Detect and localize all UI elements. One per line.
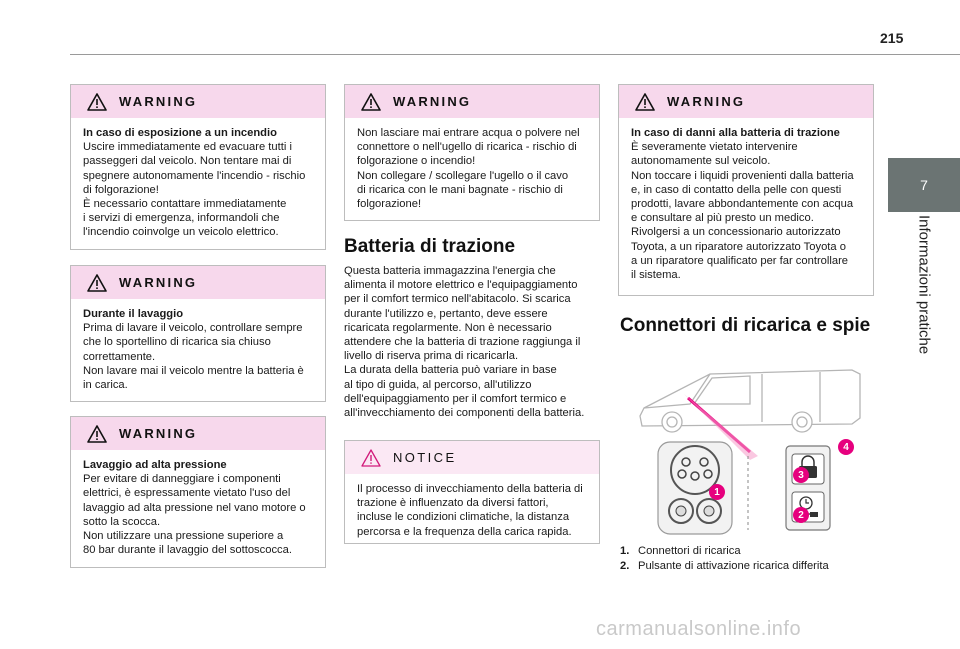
callout-3: 3 [793,467,809,483]
text-line: Prima di lavare il veicolo, controllare sempre [83,322,303,335]
text-line: incluse le condizioni climatiche, la distanza [357,511,570,524]
notice-header [345,441,599,474]
van-drawing [640,370,860,432]
text-line: correttamente. [83,350,156,363]
chapter-tab[interactable]: 7 [888,158,960,212]
text-line: e consultare al più presto un medico. [631,212,814,225]
warning-label: WARNING [393,94,472,109]
warning-box-fire [70,84,326,250]
text-line: È severamente vietato intervenire [631,141,798,154]
battery-text [344,264,604,420]
warning-header [345,85,599,118]
text-line: folgorazione! [357,198,422,211]
chapter-title-text: Informazioni pratiche [915,215,933,355]
text-line: dell'equipaggiamento per il comfort termico e [344,392,567,405]
text-line: folgorazione o incendio! [357,155,476,168]
legend-text: Pulsante di attivazione ricarica differita [638,560,829,572]
notice-box-aging [344,440,600,544]
text-line: percorsa e la frequenza della carica rapida. [357,525,572,538]
section-title-connectors: Connettori di ricarica e spie [620,315,871,336]
text-line: Non utilizzare una pressione superiore a [83,530,284,543]
notice-label: NOTICE [393,450,457,465]
warning-label: WARNING [119,94,198,109]
text-line: autonomamente sul veicolo. [631,155,771,168]
text-line: e, in caso di contatto della pelle con questi [631,183,842,196]
warning-lead: In caso di esposizione a un incendio [83,127,277,139]
text-line: al tipo di guida, al percorso, all'utilizzo [344,378,532,391]
text-line: Non lasciare mai entrare acqua o polvere nel [357,127,580,139]
text-line: Rivolgersi a un concessionario autorizzato [631,226,841,239]
legend-number: 2. [620,560,630,572]
text-line: alimenta il motore elettrico e l'equipaggiamento [344,279,578,292]
text-line: di ricarica con le mani bagnate - rischio di [357,183,563,196]
text-line: prodotti, lavare abbondantemente con acqua [631,198,854,211]
legend-item [620,559,829,574]
warning-box-washing [70,265,326,402]
warning-body [345,118,599,219]
text-line: lavaggio ad alta pressione nel vano motore o [83,501,306,514]
warning-body [71,299,325,400]
legend-item [620,544,829,559]
text-line: 80 bar durante il lavaggio del sottoscocca. [83,544,292,557]
warning-label: WARNING [119,275,198,290]
warning-box-battery-damage [618,84,874,296]
text-line: Questa batteria immagazzina l'energia che [344,265,556,277]
callout-4: 4 [838,439,854,455]
section-title-battery: Batteria di trazione [344,236,516,257]
warning-box-water [344,84,600,221]
warning-triangle-icon [87,425,107,443]
text-line: ricaricata regolarmente. Non è necessario [344,321,552,334]
warning-label: WARNING [119,426,198,441]
text-line: attendere che la batteria di trazione raggiunga il [344,336,581,349]
text-line: Non collegare / scollegare l'ugello o il cavo [357,169,569,182]
chapter-title [888,215,960,435]
notice-triangle-icon [361,449,381,467]
text-line: passeggeri dal veicolo. Non tentare mai di [83,155,292,168]
warning-header [619,85,873,118]
text-line: Per evitare di danneggiare i componenti [83,473,281,486]
warning-triangle-icon [635,93,655,111]
text-line: per il comfort termico nell'abitacolo. Si scarica [344,293,571,306]
legend-number: 1. [620,545,630,557]
text-line: il sistema. [631,269,681,282]
warning-triangle-icon [87,93,107,111]
text-line: che lo sportellino di ricarica sia chiuso [83,336,271,349]
text-line: Uscire immediatamente ed evacuare tutti i [83,141,292,154]
text-line: a un riparatore qualificato per far controllare [631,254,849,267]
text-line: all'invecchiamento dei componenti della batteria. [344,407,585,420]
warning-body [619,118,873,290]
text-line: Toyota, a un riparatore autorizzato Toyota o [631,240,846,253]
text-line: l'incendio coinvolge un veicolo elettrico. [83,226,279,239]
text-line: durante l'utilizzo e, pertanto, deve essere [344,307,548,320]
charging-connectors-illustration [620,360,870,540]
text-line: di folgorazione! [83,183,159,196]
text-line: La durata della batteria può variare in base [344,364,557,377]
callout-2: 2 [793,507,809,523]
text-line: i servizi di emergenza, informandoli che [83,212,280,225]
page-number: 215 [880,30,904,46]
text-line: Il processo di invecchiamento della batteria di [357,483,583,495]
text-line: spegnere autonomamente l'incendio - rischio [83,169,306,182]
warning-label: WARNING [667,94,746,109]
figure-legend [620,544,829,574]
text-line: elettrici, è espressamente vietato l'uso del [83,487,291,500]
top-rule [70,54,960,55]
warning-box-high-pressure [70,416,326,568]
text-line: Non lavare mai il veicolo mentre la batteria è [83,364,304,377]
warning-triangle-icon [87,274,107,292]
warning-triangle-icon [361,93,381,111]
text-line: connettore o nell'ugello di ricarica - rischio di [357,141,577,154]
illustration-svg [620,360,870,540]
warning-lead: In caso di danni alla batteria di trazione [631,127,840,139]
notice-body [345,474,599,547]
callout-1: 1 [709,484,725,500]
warning-lead: Lavaggio ad alta pressione [83,459,227,471]
warning-lead: Durante il lavaggio [83,308,184,320]
warning-header [71,417,325,450]
warning-header [71,266,325,299]
text-line: Non toccare i liquidi provenienti dalla batteria [631,169,854,182]
warning-header [71,85,325,118]
warning-body [71,118,325,248]
text-line: È necessario contattare immediatamente [83,198,287,211]
legend-text: Connettori di ricarica [638,545,741,557]
watermark: carmanualsonline.info [596,618,802,640]
text-line: trazione è influenzato da diversi fattori, [357,497,549,510]
text-line: in carica. [83,379,128,392]
text-line: livello di riserva prima di ricaricarla. [344,350,519,363]
warning-body [71,450,325,565]
text-line: sotto la scocca. [83,515,161,528]
